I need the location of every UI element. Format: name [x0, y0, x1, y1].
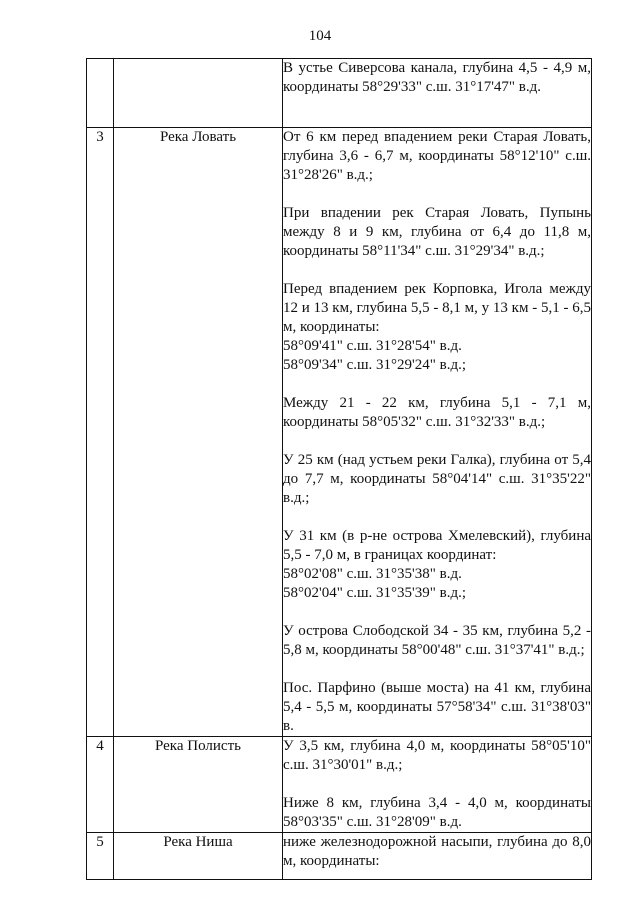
row-number: 3	[87, 128, 114, 737]
location-paragraph: Ниже 8 км, глубина 3,4 - 4,0 м, координаты 58°03'35" с.ш. 31°28'09" в.д.	[283, 795, 591, 830]
location-paragraph: Между 21 - 22 км, глубина 5,1 - 7,1 м, координаты 58°05'32" с.ш. 31°32'33" в.д.;	[283, 395, 591, 430]
table-row	[87, 833, 592, 880]
location-paragraph: Перед впадением рек Корповка, Игола между 12 и 13 км, глубина 5,5 - 8,1 м, у 13 км - 5,1 - 6,5 м, координаты: 58°09'41" с.ш. 31°28'54" в.д. 58°09'34" с.ш. 31°29'24" в.д.;	[283, 281, 591, 373]
location-description	[283, 737, 592, 833]
location-paragraph: В устье Сиверсова канала, глубина 4,5 - 4,9 м, координаты 58°29'33" с.ш. 31°17'47" в.д.	[283, 60, 591, 95]
river-name	[114, 59, 283, 128]
row-number: 4	[87, 737, 114, 833]
row-number: 5	[87, 833, 114, 880]
location-description	[283, 59, 592, 128]
table-row	[87, 128, 592, 737]
row-number	[87, 59, 114, 128]
location-description	[283, 128, 592, 737]
table-row	[87, 737, 592, 833]
page-number: 104	[308, 28, 332, 44]
location-paragraph: У 3,5 км, глубина 4,0 м, координаты 58°05'10" с.ш. 31°30'01" в.д.;	[283, 738, 591, 773]
location-paragraph: При впадении рек Старая Ловать, Пупынь между 8 и 9 км, глубина от 6,4 до 11,8 м, координаты 58°11'34" с.ш. 31°29'34" в.д.;	[283, 205, 591, 259]
river-name: Река Полисть	[114, 737, 283, 833]
table-row	[87, 59, 592, 128]
location-paragraph: У острова Слободской 34 - 35 км, глубина 5,2 - 5,8 м, координаты 58°00'48" с.ш. 31°37'41" в.д.;	[283, 623, 591, 658]
river-name: Река Ниша	[114, 833, 283, 880]
river-name: Река Ловать	[114, 128, 283, 737]
location-paragraph: ниже железнодорожной насыпи, глубина до 8,0 м, координаты:	[283, 834, 591, 869]
location-description	[283, 833, 592, 880]
location-paragraph: От 6 км перед впадением реки Старая Ловать, глубина 3,6 - 6,7 м, координаты 58°12'10" с.ш. 31°28'26" в.д.;	[283, 129, 591, 183]
location-paragraph: У 31 км (в р-не острова Хмелевский), глубина 5,5 - 7,0 м, в границах координат: 58°02'08" с.ш. 31°35'38" в.д. 58°02'04" с.ш. 31°35'39" в.д.;	[283, 528, 591, 601]
location-paragraph: Пос. Парфино (выше моста) на 41 км, глубина 5,4 - 5,5 м, координаты 57°58'34" с.ш. 31°38'03" в.	[283, 680, 591, 734]
location-paragraph: У 25 км (над устьем реки Галка), глубина от 5,4 до 7,7 м, координаты 58°04'14" с.ш. 31°35'22" в.д.;	[283, 452, 591, 506]
waterways-table	[86, 58, 592, 880]
